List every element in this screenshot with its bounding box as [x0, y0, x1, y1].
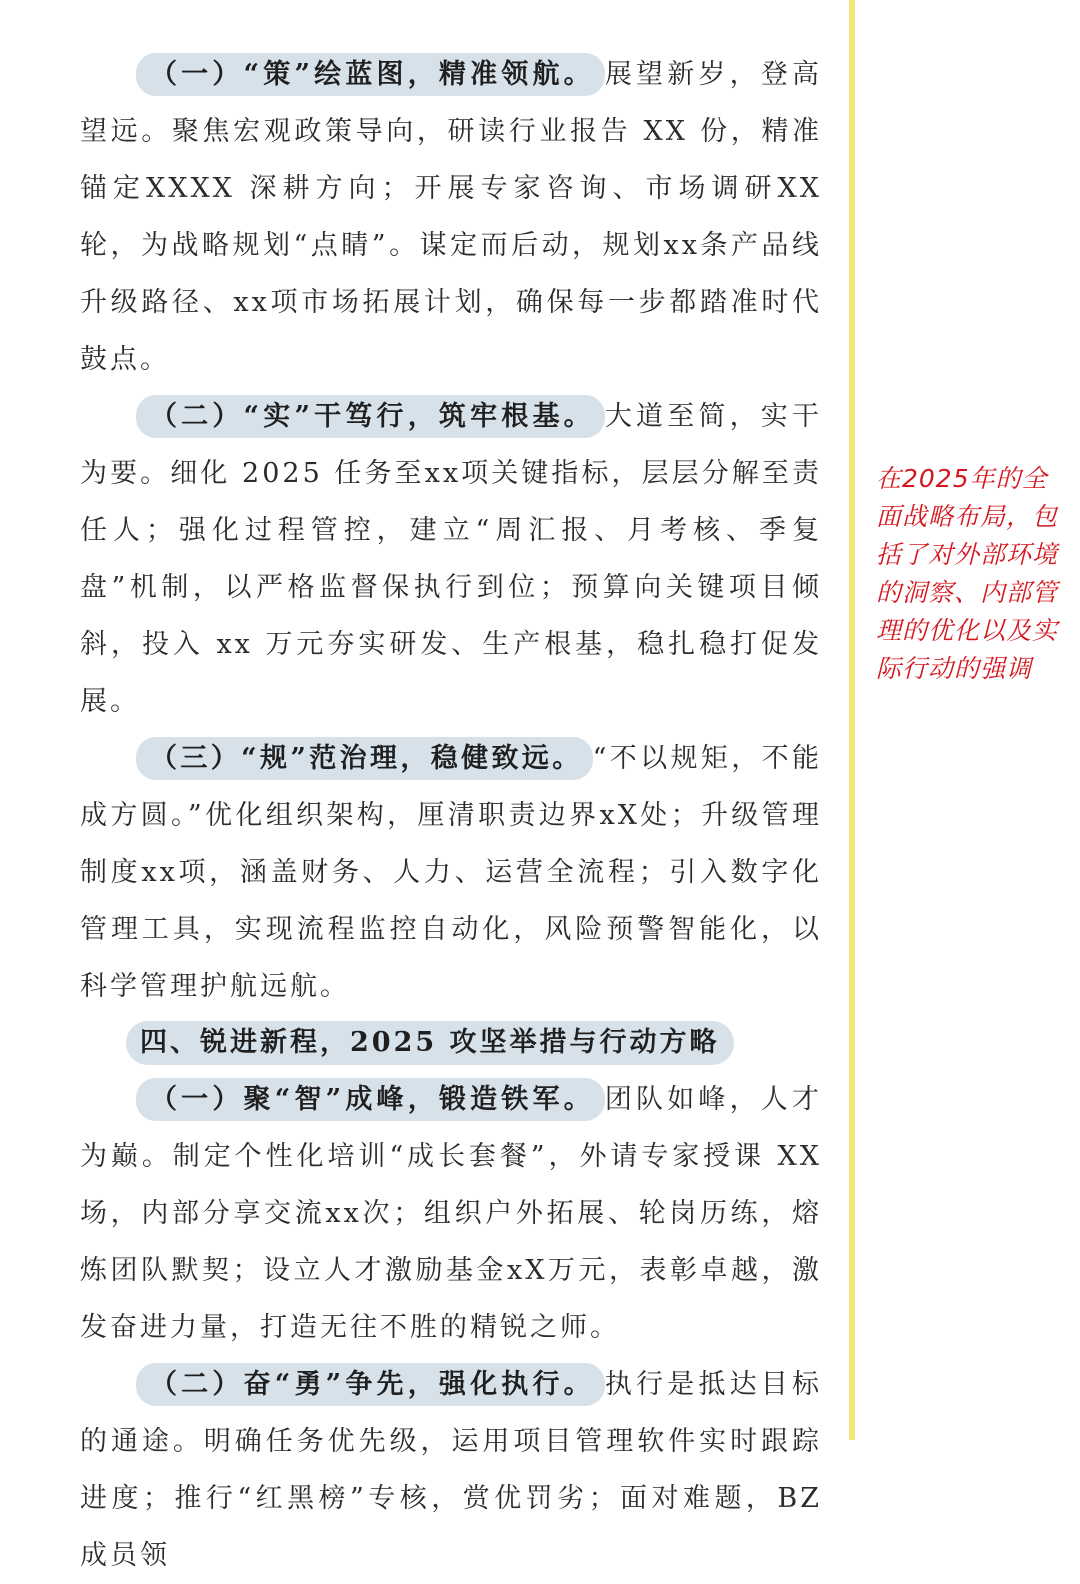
paragraph-lead: （三）“规”范治理，稳健致远。: [136, 737, 593, 780]
paragraph-text: 大道至简，实干为要。细化 2025 任务至xx项关键指标，层层分解至责任人；强化过程管控，建立“周汇报、月考核、季复盘”机制，以严格监督保执行到位；预算向关键项目倾斜，投入 xx 万元夯实研发、生产根基，稳扎稳打促发展。: [80, 401, 822, 717]
paragraph-governance: [80, 730, 822, 1015]
paragraph-lead: （二）“实”干笃行，筑牢根基。: [136, 395, 605, 438]
paragraph-text: 团队如峰，人才为巅。制定个性化培训“成长套餐”，外请专家授课 XX 场，内部分享交流xx次；组织户外拓展、轮岗历练，熔炼团队默契；设立人才激励基金xX万元，表彰卓越，激发奋进力量，打造无往不胜的精锐之师。: [80, 1084, 822, 1343]
section-heading: 四、锐进新程，2025 攻坚举措与行动方略: [126, 1021, 734, 1065]
document-body: [80, 46, 822, 1584]
paragraph-lead: （一）“策”绘蓝图，精准领航。: [136, 53, 605, 96]
paragraph-text: “不以规矩，不能成方圆。”优化组织架构，厘清职责边界xX处；升级管理制度xx项，涵盖财务、人力、运营全流程；引入数字化管理工具，实现流程监控自动化，风险预警智能化，以科学管理护航远航。: [80, 743, 822, 1002]
margin-divider: [849, 0, 855, 1440]
paragraph-text: 执行是抵达目标的通途。明确任务优先级，运用项目管理软件实时跟踪进度；推行“红黑榜”专核，赏优罚劣；面对难题，BZ 成员领: [80, 1369, 822, 1571]
paragraph-text: 展望新岁，登高望远。聚焦宏观政策导向，研读行业报告 XX 份，精准锚定XXXX 深耕方向；开展专家咨询、市场调研XX轮，为战略规划“点睛”。谋定而后动，规划xx条产品线升级路径、xx项市场拓展计划，确保每一步都踏准时代鼓点。: [80, 59, 822, 375]
paragraph-lead: （一）聚“智”成峰，锻造铁军。: [136, 1078, 605, 1121]
paragraph-action: [80, 1356, 822, 1584]
paragraph-talent: [80, 1071, 822, 1356]
paragraph-strategy: [80, 46, 822, 388]
handwritten-side-note: 在2025年的全面战略布局，包括了对外部环境的洞察、内部管理的优化以及实际行动的强调: [876, 464, 1059, 683]
paragraph-execution: [80, 388, 822, 730]
paragraph-lead: （二）奋“勇”争先，强化执行。: [136, 1363, 605, 1406]
